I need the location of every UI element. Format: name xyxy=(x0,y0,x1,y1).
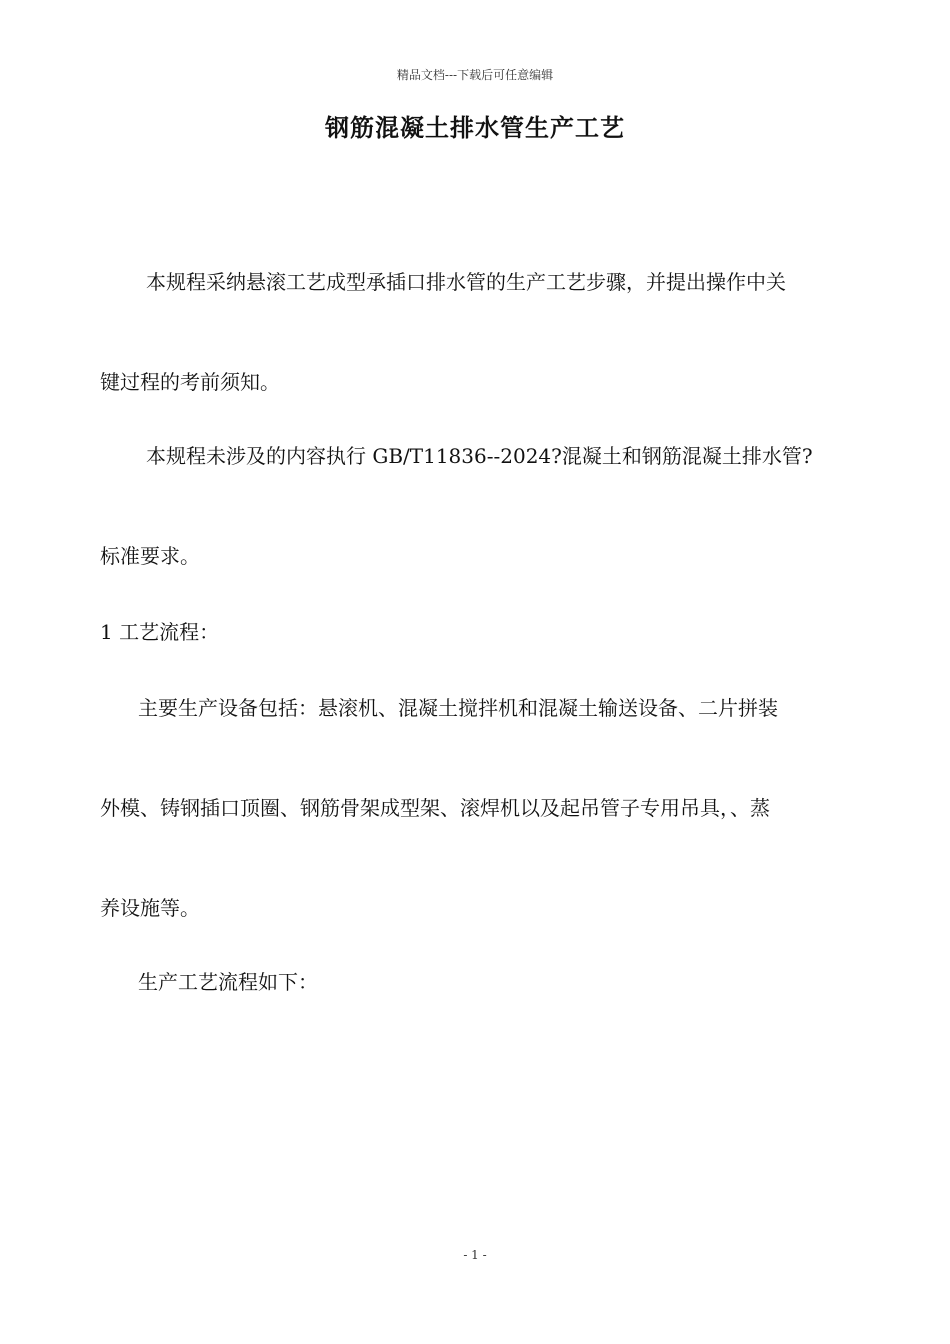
paragraph-2-line-1: 本规程未涉及的内容执行 GB/T11836--2024?混凝土和钢筋混凝土排水管? xyxy=(146,444,813,468)
section-heading: 1 工艺流程： xyxy=(100,620,220,644)
paragraph-4-line-1: 生产工艺流程如下： xyxy=(138,970,318,994)
paragraph-1-line-1: 本规程采纳悬滚工艺成型承插口排水管的生产工艺步骤，并提出操作中关 xyxy=(146,270,786,294)
paragraph-3-line-3: 养设施等。 xyxy=(100,896,200,920)
paragraph-2-line-2: 标准要求。 xyxy=(100,544,200,568)
paragraph-3-line-2: 外模、铸钢插口顶圈、钢筋骨架成型架、滚焊机以及起吊管子专用吊具，、蒸 xyxy=(100,796,770,820)
document-title: 钢筋混凝土排水管生产工艺 xyxy=(325,113,625,142)
paragraph-3-line-1: 主要生产设备包括：悬滚机、混凝土搅拌机和混凝土输送设备、二片拼装 xyxy=(138,696,778,720)
page-header: 精品文档---下载后可任意编辑 xyxy=(396,68,554,82)
page-number: - 1 - xyxy=(463,1248,487,1262)
paragraph-1-line-2: 键过程的考前须知。 xyxy=(100,370,280,394)
